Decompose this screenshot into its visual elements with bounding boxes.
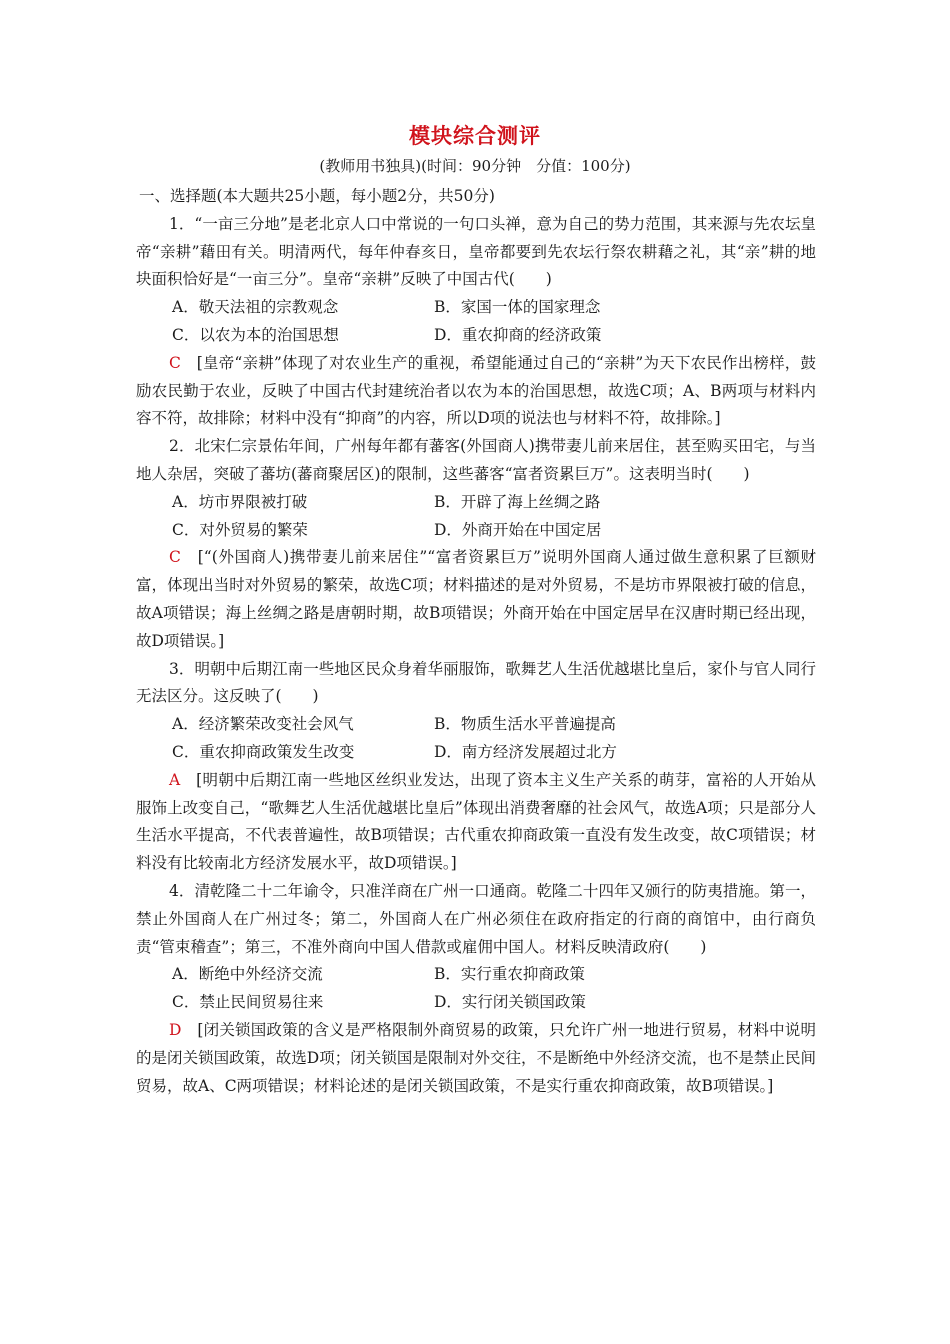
options-row [136,739,816,767]
question-1 [136,211,816,433]
options-row [136,517,816,545]
explanation-text: [闭关锁国政策的含义是严格限制外商贸易的政策，只允许广州一地进行贸易，材料中说明的是闭关锁国政策，故选D项；闭关锁国是限制对外交往，不是断绝中外经济交流，也不是禁止民间贸易，故A、C两项错误；材料论述的是闭关锁国政策，不是实行重农抑商政策，故B项错误。] [136,1020,816,1095]
option-b: B．家国一体的国家理念 [434,298,601,317]
option-c: C．重农抑商政策发生改变 [172,742,355,761]
option-c: C．禁止民间贸易往来 [172,993,324,1012]
option-a: A．坊市界限被打破 [172,492,308,511]
page-subtitle: (教师用书独具)(时间：90分钟 分值：100分) [319,157,631,175]
question-stem: 2．北宋仁宗景佑年间，广州每年都有蕃客(外国商人)携带妻儿前来居住，甚至购买田宅，与当地人杂居，突破了蕃坊(蕃商聚居区)的限制，这些蕃客“富者资累巨万”。这表明当时( ) [136,437,816,483]
answer-explanation [136,1017,816,1100]
options-row [136,989,816,1017]
option-b: B．开辟了海上丝绸之路 [434,492,601,511]
options-row [136,294,816,322]
answer-explanation [136,350,816,433]
option-a: A．断绝中外经济交流 [172,965,323,984]
options-row [136,961,816,989]
answer-letter: C [169,548,181,567]
document-body [136,183,816,1100]
options-row [136,489,816,517]
option-a: A．敬天法祖的宗教观念 [172,298,339,317]
answer-letter: D [169,1020,182,1039]
option-b: B．物质生活水平普遍提高 [434,715,616,734]
question-stem: 1．“一亩三分地”是老北京人口中常说的一句口头禅，意为自己的势力范围，其来源与先农坛皇帝“亲耕”藉田有关。明清两代，每年仲春亥日，皇帝都要到先农坛行祭农耕藉之礼，其“亲”耕的地块面积恰好是“一亩三分”。皇帝“亲耕”反映了中国古代( ) [136,214,816,289]
options-row [136,711,816,739]
question-stem: 4．清乾隆二十二年谕令，只准洋商在广州一口通商。乾隆二十四年又颁行的防夷措施。第一，禁止外国商人在广州过冬；第二，外国商人在广州必须住在政府指定的行商的商馆中，由行商负责“管束稽查”；第三，不准外商向中国人借款或雇佣中国人。材料反映清政府( ) [136,881,816,956]
explanation-text: [“(外国商人)携带妻儿前来居住”“富者资累巨万”说明外国商人通过做生意积累了巨额财富，体现出当时对外贸易的繁荣，故选C项；材料描述的是对外贸易，不是坊市界限被打破的信息，故A项错误；海上丝绸之路是唐朝时期，故B项错误；外商开始在中国定居早在汉唐时期已经出现，故D项错误。] [136,548,816,650]
option-b: B．实行重农抑商政策 [434,965,585,984]
answer-letter: A [169,770,181,789]
answer-explanation [136,767,816,878]
option-d: D．南方经济发展超过北方 [434,742,617,761]
answer-letter: C [169,353,181,372]
explanation-text: [皇帝“亲耕”体现了对农业生产的重视，希望能通过自己的“亲耕”为天下农民作出榜样，鼓励农民勤于农业，反映了中国古代封建统治者以农为本的治国思想，故选C项；A、B两项与材料内容不符，故排除；材料中没有“抑商”的内容，所以D项的说法也与材料不符，故排除。] [136,353,816,428]
answer-explanation [136,544,816,655]
question-4 [136,878,816,1100]
option-d: D．重农抑商的经济政策 [434,325,602,344]
option-d: D．实行闭关锁国政策 [434,993,586,1012]
page-title: 模块综合测评 [409,124,541,148]
question-2 [136,433,816,655]
question-stem: 3．明朝中后期江南一些地区民众身着华丽服饰，歌舞艺人生活优越堪比皇后，家仆与官人同行无法区分。这反映了( ) [136,659,816,706]
options-row [136,322,816,350]
section-heading: 一、选择题(本大题共25小题，每小题2分，共50分) [139,187,495,205]
option-d: D．外商开始在中国定居 [434,520,602,539]
question-3 [136,656,816,878]
explanation-text: [明朝中后期江南一些地区丝织业发达，出现了资本主义生产关系的萌芽，富裕的人开始从服饰上改变自己，“歌舞艺人生活优越堪比皇后”体现出消费奢靡的社会风气，故选A项；只是部分人生活水平提高，不代表普遍性，故B项错误；古代重农抑商政策一直没有发生改变，故C项错误；材料没有比较南北方经济发展水平，故D项错误。] [136,770,816,873]
option-a: A．经济繁荣改变社会风气 [172,715,354,734]
option-c: C．以农为本的治国思想 [172,325,339,344]
option-c: C．对外贸易的繁荣 [172,520,308,539]
